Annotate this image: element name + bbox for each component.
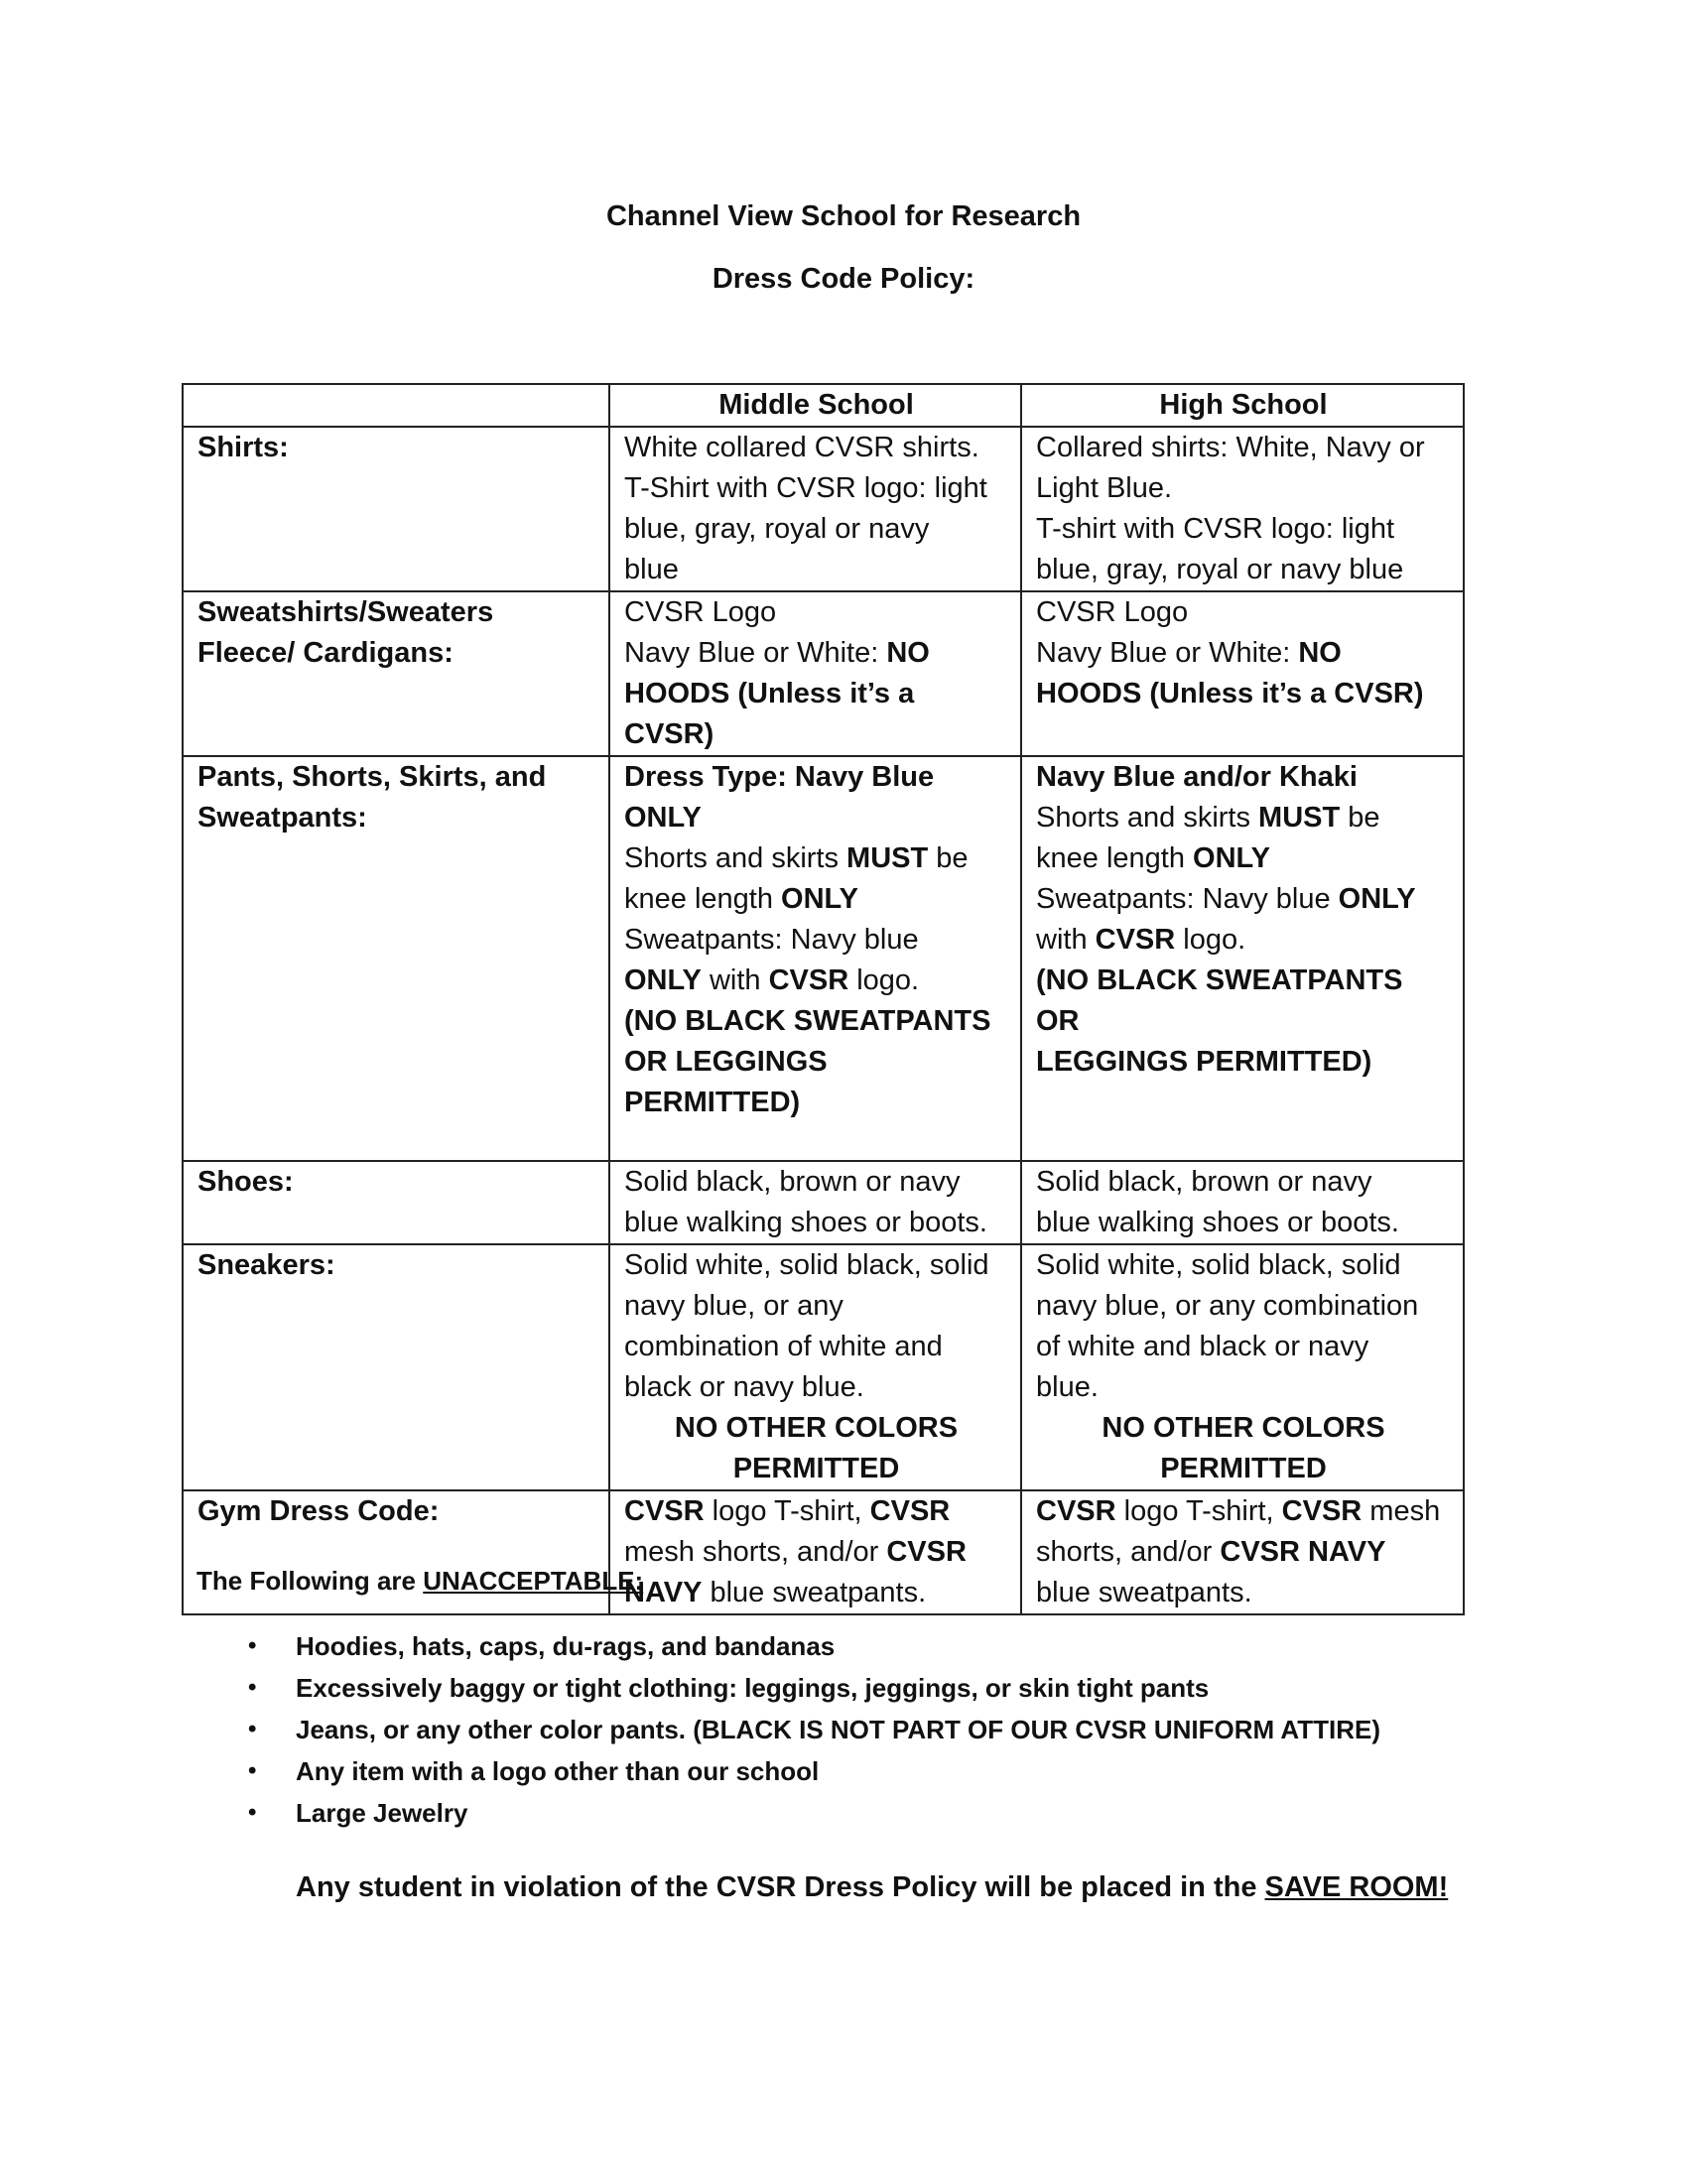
cell-high-shoes: Solid black, brown or navy blue walking shoes or boots. [1021, 1161, 1464, 1244]
table-header-row [183, 384, 1464, 427]
bullet-icon: • [248, 1632, 257, 1659]
header-middle-school: Middle School [609, 384, 1021, 427]
page-title: Dress Code Policy: [712, 263, 975, 295]
table-row-shoes [183, 1161, 1464, 1244]
school-name: Channel View School for Research [605, 200, 1082, 232]
header-category [183, 384, 609, 427]
cell-middle-sneakers: Solid white, solid black, solid navy blue, or any combination of white and black or navy blue. NO OTHER COLORS PERMITTED [609, 1244, 1021, 1490]
table-row-pants [183, 756, 1464, 1161]
bullet-icon: • [248, 1716, 257, 1742]
cell-middle-shoes: Solid black, brown or navy blue walking shoes or boots. [609, 1161, 1021, 1244]
row-label-pants: Pants, Shorts, Skirts, and Sweatpants: [183, 756, 609, 1161]
cell-high-sneakers: Solid white, solid black, solid navy blue, or any combination of white and black or navy blue. NO OTHER COLORS PERMITTED [1021, 1244, 1464, 1490]
cell-high-sweatshirts: CVSR Logo Navy Blue or White: NO HOODS (Unless it’s a CVSR) [1021, 591, 1464, 756]
row-label-gym: Gym Dress Code: [183, 1490, 609, 1614]
dress-code-table [182, 383, 1465, 1615]
cell-middle-pants: Dress Type: Navy Blue ONLY Shorts and skirts MUST be knee length ONLY Sweatpants: Navy blue ONLY with CVSR logo. (NO BLACK SWEATPANTS OR LEGGINGS PERMITTED) [609, 756, 1021, 1161]
bullet-icon: • [248, 1674, 257, 1701]
unacceptable-list [248, 1625, 1380, 1834]
cell-middle-gym: CVSR logo T-shirt, CVSR mesh shorts, and/or CVSR NAVY blue sweatpants. [609, 1490, 1021, 1614]
cell-high-shirts: Collared shirts: White, Navy or Light Blue. T-shirt with CVSR logo: light blue, gray, royal or navy blue [1021, 427, 1464, 591]
table-row-shirts [183, 427, 1464, 591]
cell-high-pants: Navy Blue and/or Khaki Shorts and skirts MUST be knee length ONLY Sweatpants: Navy blue ONLY with CVSR logo. (NO BLACK SWEATPANTS OR LEGGINGS PERMITTED) [1021, 756, 1464, 1161]
cell-middle-shirts: White collared CVSR shirts. T-Shirt with CVSR logo: light blue, gray, royal or navy blue [609, 427, 1021, 591]
bullet-icon: • [248, 1799, 257, 1826]
list-item: • Large Jewelry [248, 1792, 1380, 1834]
row-label-shoes: Shoes: [183, 1161, 609, 1244]
row-label-shirts: Shirts: [183, 427, 609, 591]
header-high-school: High School [1021, 384, 1464, 427]
row-label-sweatshirts: Sweatshirts/Sweaters Fleece/ Cardigans: [183, 591, 609, 756]
list-item: • Jeans, or any other color pants. (BLACK IS NOT PART OF OUR CVSR UNIFORM ATTIRE) [248, 1709, 1380, 1750]
list-item: • Excessively baggy or tight clothing: leggings, jeggings, or skin tight pants [248, 1667, 1380, 1709]
list-item: • Hoodies, hats, caps, du-rags, and bandanas [248, 1625, 1380, 1667]
unacceptable-heading: The Following are UNACCEPTABLE: [196, 1566, 644, 1596]
violation-notice: Any student in violation of the CVSR Dress Policy will be placed in the SAVE ROOM! [296, 1871, 1449, 1903]
list-item: • Any item with a logo other than our school [248, 1750, 1380, 1792]
table-row-sneakers [183, 1244, 1464, 1490]
table-row-sweatshirts [183, 591, 1464, 756]
cell-middle-sweatshirts: CVSR Logo Navy Blue or White: NO HOODS (Unless it’s a CVSR) [609, 591, 1021, 756]
cell-high-gym: CVSR logo T-shirt, CVSR mesh shorts, and/or CVSR NAVY blue sweatpants. [1021, 1490, 1464, 1614]
bullet-icon: • [248, 1757, 257, 1784]
row-label-sneakers: Sneakers: [183, 1244, 609, 1490]
